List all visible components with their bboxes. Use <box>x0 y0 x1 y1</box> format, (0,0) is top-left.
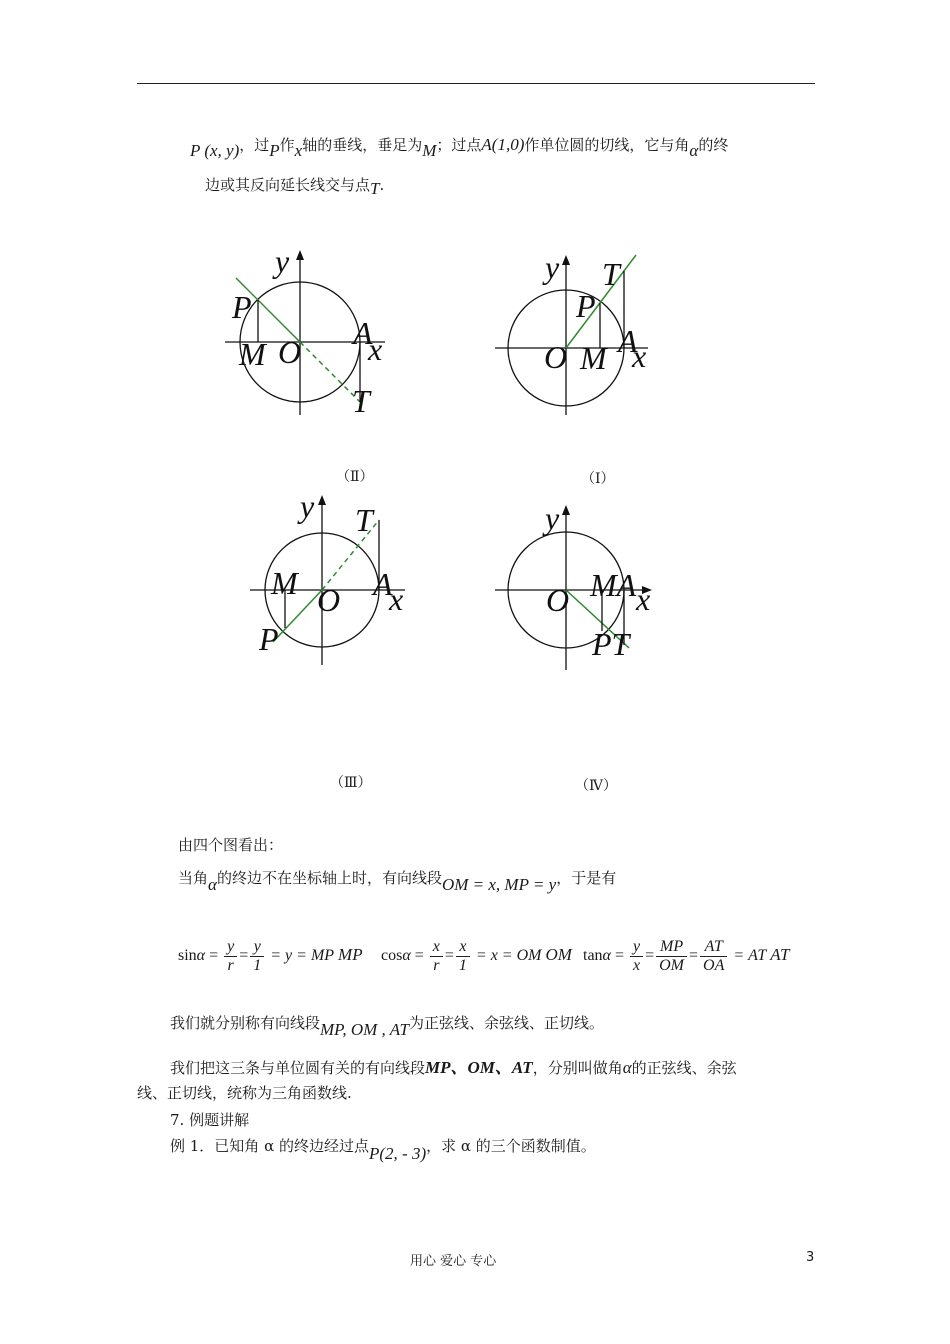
call-line: 我们就分别称有向线段MP, OM , AT为正弦线、余弦线、正切线。 <box>170 1014 604 1039</box>
fig3-label-m: M <box>271 565 298 601</box>
sin-formula: sinα = $\frac{y}{r}$ = $\frac{y}{1}$ = y = MP MP <box>178 938 363 974</box>
footer-motto: 用心 爱心 专心 <box>410 1254 497 1269</box>
definition-line-1: 我们把这三条与单位圆有关的有向线段MP、OM、AT，分别叫做角α的正弦线、余弦 <box>170 1058 737 1077</box>
header-rule <box>137 83 815 84</box>
fig3-label-p: P <box>259 621 279 657</box>
tan-formula: tanα = $\frac{y}{x}$ = $\frac{MP}{OM}$ = $\frac{AT}{OA}$ = AT AT <box>583 938 790 974</box>
fig1-label-y: y <box>545 249 560 285</box>
point-p-xy: P (x, y) <box>190 141 240 160</box>
caption-figure-iv: （Ⅳ） <box>575 778 617 794</box>
figure-quadrant-i <box>490 245 680 435</box>
fig4-label-x: x <box>636 581 651 617</box>
example-1: 例 1．已知角 α 的终边经过点P(2, - 3)，求 α 的三个函数制值。 <box>170 1137 596 1163</box>
fig4-label-o: O <box>546 582 570 618</box>
fig4-label-ma: MA <box>590 567 637 603</box>
fig3-label-y: y <box>300 488 315 524</box>
intro-line-2: 边或其反向延长线交与点T. <box>205 176 385 198</box>
figure-quadrant-ii <box>215 240 405 430</box>
fig3-label-o: O <box>317 582 341 618</box>
fig1-label-t: T <box>602 256 620 292</box>
fig4-label-y: y <box>545 500 560 536</box>
caption-figure-i: （Ⅰ） <box>581 471 615 487</box>
when-line: 当角α的终边不在坐标轴上时，有向线段OM = x, MP = y，于是有 <box>178 869 617 894</box>
figure-quadrant-iv <box>490 495 680 685</box>
fig1-label-m: M <box>580 340 607 376</box>
caption-figure-ii: （Ⅱ） <box>336 469 374 485</box>
figure-quadrant-iii <box>245 485 435 675</box>
observation-line: 由四个图看出： <box>178 836 284 854</box>
page-number: 3 <box>806 1250 815 1265</box>
fig3-label-x: x <box>389 581 404 617</box>
fig2-label-x: x <box>368 331 383 367</box>
fig2-label-o: O <box>278 334 302 370</box>
fig1-label-a: A <box>618 323 638 359</box>
caption-figure-iii: （Ⅲ） <box>330 775 372 791</box>
fig3-label-t: T <box>355 502 373 538</box>
fig1-label-o: O <box>544 339 568 375</box>
fig2-label-t: T <box>352 383 370 419</box>
fig2-label-a: A <box>353 315 373 351</box>
fig2-label-m: M <box>239 336 266 372</box>
cos-formula: cosα = $\frac{x}{r}$ = $\frac{x}{1}$ = x = OM OM <box>381 938 572 974</box>
fig2-label-p: P <box>232 289 252 325</box>
fig1-label-x: x <box>632 338 647 374</box>
fig1-label-p: P <box>576 288 596 324</box>
fig3-label-a: A <box>373 566 393 602</box>
fig4-label-pt: PT <box>592 626 630 662</box>
fig2-label-y: y <box>275 243 290 279</box>
intro-line-1: P (x, y)，过P作x轴的垂线，垂足为M；过点A(1,0)作单位圆的切线，它与角α的终 <box>190 135 729 160</box>
definition-line-2: 线、正切线，统称为三角函数线. <box>137 1084 352 1102</box>
section-heading: 7. 例题讲解 <box>170 1111 250 1129</box>
